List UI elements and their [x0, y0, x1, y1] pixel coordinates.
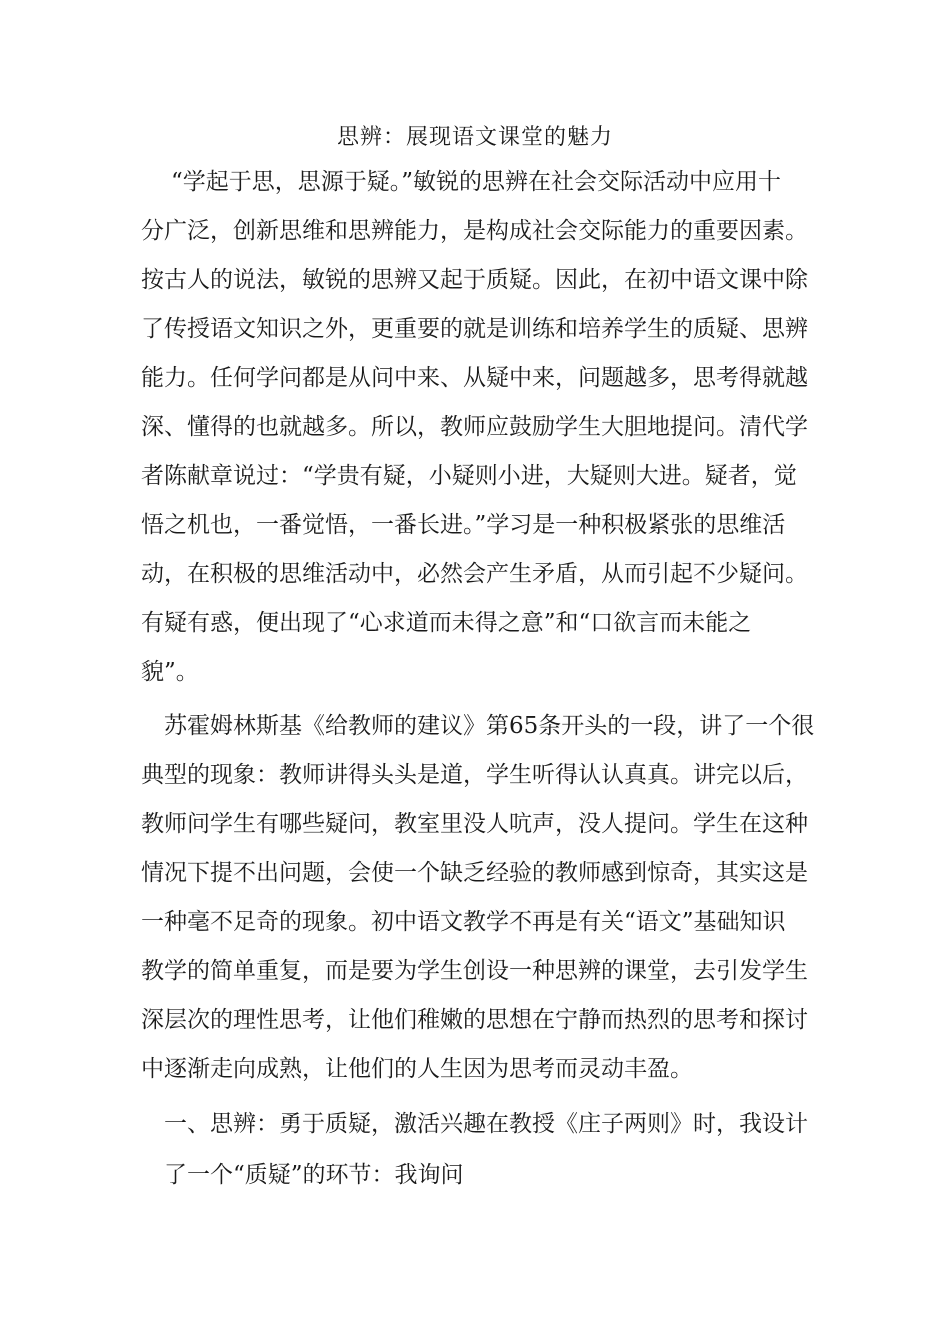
paragraph-1-line-10: 有疑有惑，便出现了“心求道而未得之意”和“口欲言而未能之	[141, 610, 752, 636]
section-heading-line-1: 一、思辨：勇于质疑，激活兴趣在教授《庄子两则》时，我设计	[164, 1111, 808, 1137]
section-heading-line-2: 了一个“质疑”的环节：我询问	[164, 1162, 464, 1188]
paragraph-2-line-6: 教学的简单重复，而是要为学生创设一种思辨的课堂，去引发学生	[141, 958, 808, 984]
paragraph-2-line-3: 教师问学生有哪些疑问，教室里没人吭声，没人提问。学生在这种	[141, 811, 808, 837]
paragraph-1-line-3: 按古人的说法，敏锐的思辨又起于质疑。因此，在初中语文课中除	[141, 267, 808, 293]
paragraph-2-line-8: 中逐渐走向成熟，让他们的人生因为思考而灵动丰盈。	[141, 1056, 693, 1082]
paragraph-2-line-2: 典型的现象：教师讲得头头是道，学生听得认认真真。讲完以后，	[141, 762, 808, 788]
paragraph-2-line-1: 苏霍姆林斯基《给教师的建议》第65条开头的一段，讲了一个很	[164, 713, 815, 739]
document-title: 思辨：展现语文课堂的魅力	[336, 125, 613, 150]
paragraph-1-line-1: “学起于思，思源于疑。”敏锐的思辨在社会交际活动中应用十	[171, 169, 782, 195]
paragraph-1-line-5: 能力。任何学问都是从问中来、从疑中来，问题越多，思考得就越	[141, 365, 808, 391]
paragraph-1-line-2: 分广泛，创新思维和思辨能力，是构成社会交际能力的重要因素。	[141, 218, 808, 244]
paragraph-1-line-8: 悟之机也，一番觉悟，一番长进。”学习是一种积极紧张的思维活	[141, 512, 786, 538]
paragraph-2-line-5: 一种毫不足奇的现象。初中语文教学不再是有关“语文”基础知识	[141, 909, 786, 935]
paragraph-1-line-4: 了传授语文知识之外，更重要的就是训练和培养学生的质疑、思辨	[141, 316, 808, 342]
paragraph-1-line-9: 动，在积极的思维活动中，必然会产生矛盾，从而引起不少疑问。	[141, 561, 808, 587]
paragraph-1-line-6: 深、懂得的也就越多。所以，教师应鼓励学生大胆地提问。清代学	[141, 414, 808, 440]
paragraph-2-line-7: 深层次的理性思考，让他们稚嫩的思想在宁静而热烈的思考和探讨	[141, 1007, 808, 1033]
paragraph-2-line-4: 情况下提不出问题，会使一个缺乏经验的教师感到惊奇，其实这是	[141, 860, 808, 886]
paragraph-1-line-7: 者陈献章说过：“学贵有疑，小疑则小进，大疑则大进。疑者，觉	[141, 463, 797, 489]
paragraph-1-line-11: 貌”。	[141, 659, 199, 685]
